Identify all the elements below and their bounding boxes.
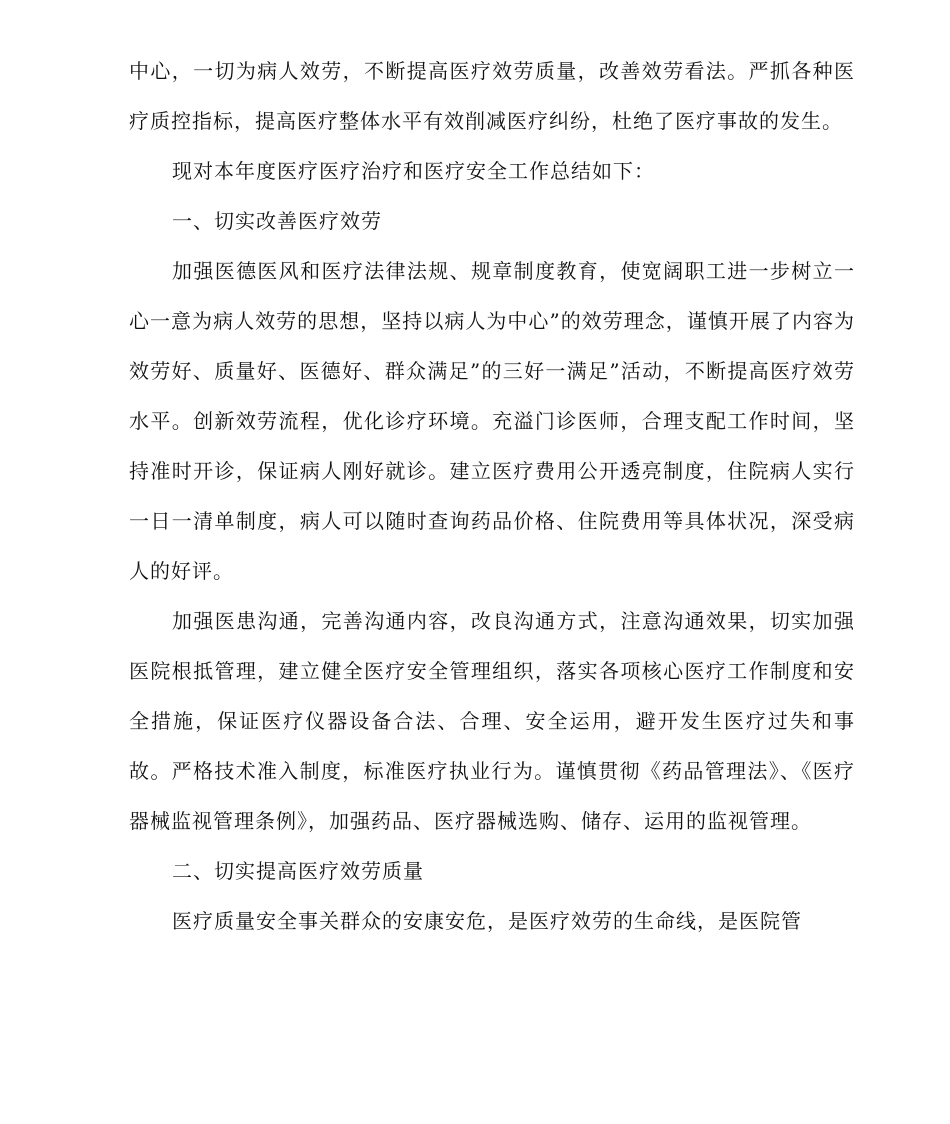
paragraph-quality: 医疗质量安全事关群众的安康安危，是医疗效劳的生命线，是医院管: [172, 909, 802, 933]
section-heading-2: 二、切实提高医疗效劳质量: [172, 859, 424, 883]
document-body: [129, 46, 855, 946]
paragraph-service: 加强医德医风和医疗法律法规、规章制度教育，使宽阔职工进一步树立一心一意为病人效劳的思想，坚持以病人为中心”的效劳理念，谨慎开展了内容为效劳好、质量好、医德好、群众满足”的三好一满足”活动，不断提高医疗效劳水平。创新效劳流程，优化诊疗环境。充溢门诊医师，合理支配工作时间，坚持准时开诊，保证病人刚好就诊。建立医疗费用公开透亮制度，住院病人实行一日一清单制度，病人可以随时查询药品价格、住院费用等具体状况，深受病人的好评。: [129, 259, 855, 583]
section-heading-1: 一、切实改善医疗效劳: [172, 209, 382, 233]
paragraph-continuation: 中心，一切为病人效劳，不断提高医疗效劳质量，改善效劳看法。严抓各种医疗质控指标，提高医疗整体水平有效削减医疗纠纷，杜绝了医疗事故的发生。: [129, 59, 855, 133]
paragraph-intro: 现对本年度医疗医疗治疗和医疗安全工作总结如下：: [172, 159, 655, 183]
paragraph-communication: 加强医患沟通，完善沟通内容，改良沟通方式，注意沟通效果，切实加强医院根抵管理，建立健全医疗安全管理组织，落实各项核心医疗工作制度和安全措施，保证医疗仪器设备合法、合理、安全运用，避开发生医疗过失和事故。严格技术准入制度，标准医疗执业行为。谨慎贯彻《药品管理法》、《医疗器械监视管理条例》，加强药品、医疗器械选购、储存、运用的监视管理。: [129, 609, 855, 833]
